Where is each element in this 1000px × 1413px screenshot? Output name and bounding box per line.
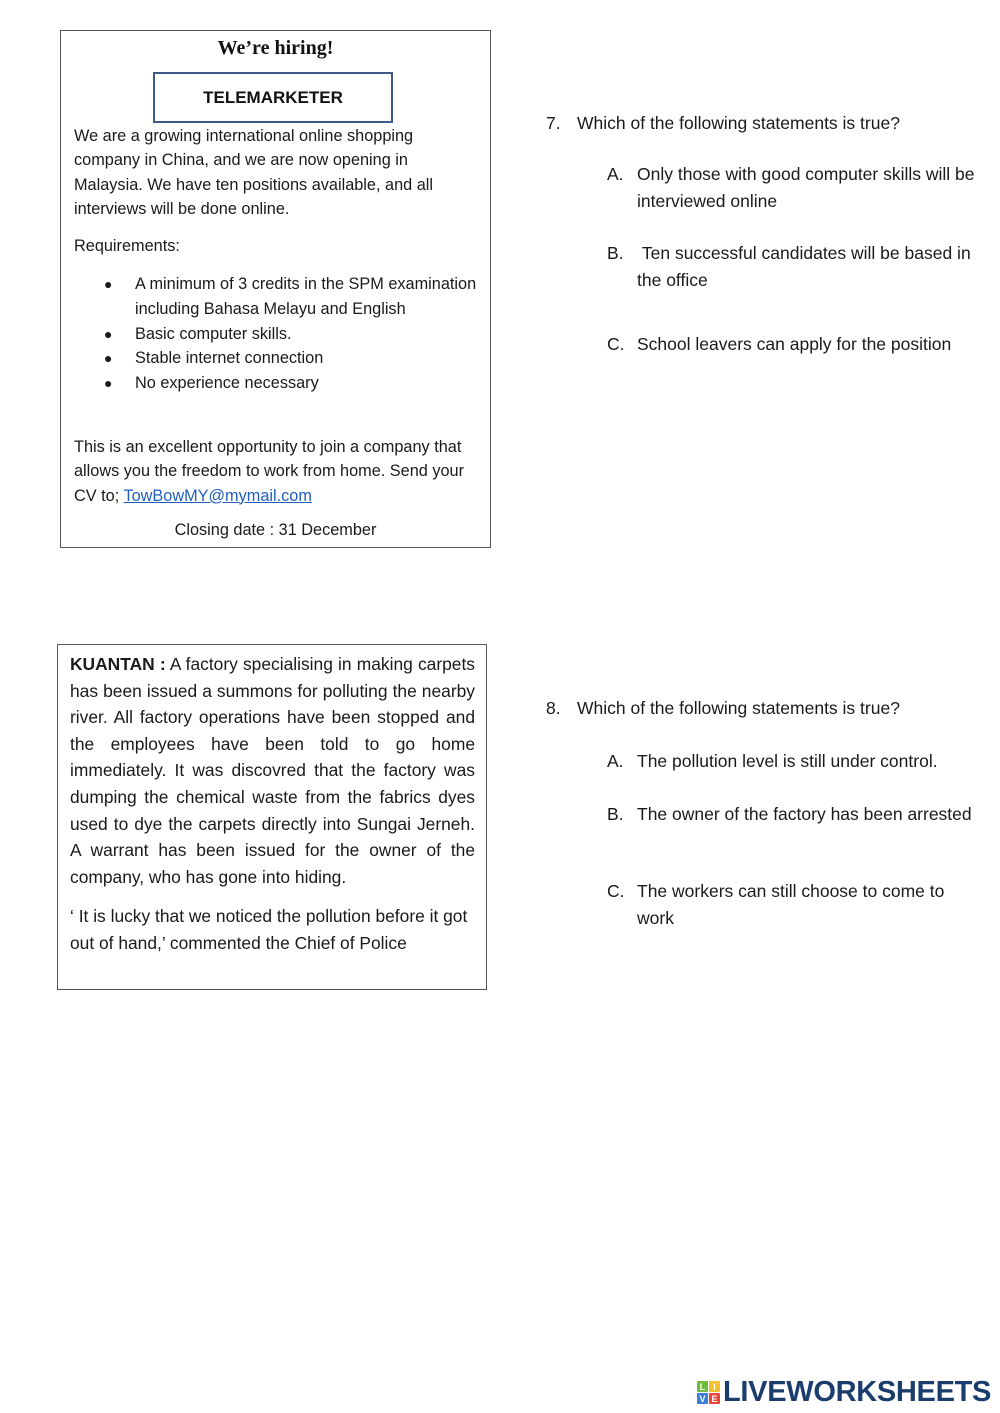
option-letter: B. bbox=[607, 804, 624, 824]
closing-date: Closing date : 31 December bbox=[174, 521, 377, 539]
job-title-box bbox=[153, 72, 393, 123]
option-letter: B. bbox=[607, 243, 624, 263]
news-text: A factory specialising in making carpets has been issued a summons for polluting the nearby river. All factory operations have been stopped and the employees have been told to go home immediately. It was discovred that the factory was dumping the chemical waste from the fabrics dyes used to dye the carpets directly into Sungai Jerneh. A warrant has been issued for the owner of the company, who has gone into hiding. bbox=[70, 654, 475, 887]
option-text: The pollution level is still under control. bbox=[637, 751, 938, 771]
logo-letter-l: L bbox=[697, 1381, 708, 1392]
option-text: Ten successful candidates will be based in the office bbox=[637, 243, 976, 290]
option-letter: C. bbox=[607, 881, 625, 901]
question-text: Which of the following statements is true? bbox=[577, 113, 900, 133]
option-text: The workers can still choose to come to work bbox=[637, 881, 945, 928]
requirement-item: ● Stable internet connection bbox=[74, 346, 479, 371]
question-text: Which of the following statements is true? bbox=[577, 698, 900, 718]
option-c[interactable] bbox=[607, 331, 977, 358]
ad-intro-text: We are a growing international online shopping company in China, and we are now opening in Malaysia. We have ten positions available, and all interviews will be done online. bbox=[74, 127, 433, 218]
logo-icon bbox=[697, 1381, 720, 1404]
option-text: Only those with good computer skills will be interviewed online bbox=[637, 164, 975, 211]
requirements-label: Requirements: bbox=[74, 237, 180, 255]
news-dateline: KUANTAN : bbox=[70, 654, 166, 674]
option-b[interactable] bbox=[607, 240, 977, 294]
option-a[interactable] bbox=[607, 161, 977, 215]
option-letter: A. bbox=[607, 751, 624, 771]
bullet-icon: ● bbox=[104, 375, 113, 392]
requirement-item: ● A minimum of 3 credits in the SPM examination including Bahasa Melayu and English bbox=[74, 272, 479, 322]
bullet-icon: ● bbox=[104, 325, 113, 342]
option-c[interactable] bbox=[607, 878, 977, 932]
question-stem bbox=[546, 110, 976, 136]
logo-letter-e: E bbox=[709, 1393, 720, 1404]
option-text: The owner of the factory has been arrested bbox=[637, 804, 972, 824]
logo-letter-i: I bbox=[709, 1381, 720, 1392]
ad-outro-text bbox=[74, 435, 479, 508]
requirements-list bbox=[74, 272, 479, 396]
news-quote: ‘ It is lucky that we noticed the pollution before it got out of hand,’ commented the Chief of Police bbox=[70, 906, 468, 953]
option-b[interactable] bbox=[607, 801, 977, 828]
question-7 bbox=[546, 110, 976, 354]
job-advertisement-box bbox=[60, 30, 491, 548]
question-number: 8. bbox=[546, 698, 561, 718]
bullet-icon: ● bbox=[104, 350, 113, 367]
news-article-box bbox=[57, 644, 487, 990]
requirement-item: ● No experience necessary bbox=[74, 371, 479, 396]
question-number: 7. bbox=[546, 113, 561, 133]
email-link[interactable]: TowBowMY@mymail.com bbox=[123, 486, 312, 505]
question-stem bbox=[546, 695, 976, 721]
option-letter: C. bbox=[607, 334, 625, 354]
logo-letter-v: V bbox=[697, 1393, 708, 1404]
requirement-item: ● Basic computer skills. bbox=[74, 322, 479, 347]
option-a[interactable] bbox=[607, 748, 977, 775]
option-letter: A. bbox=[607, 164, 624, 184]
option-text: School leavers can apply for the position bbox=[637, 334, 952, 354]
question-8 bbox=[546, 695, 976, 928]
ad-heading: We’re hiring! bbox=[217, 37, 334, 59]
outro-text: This is an excellent opportunity to join a company that allows you the freedom to work from home. Send your CV to; bbox=[74, 438, 465, 505]
news-body bbox=[70, 651, 475, 890]
logo-text: LIVEWORKSHEETS bbox=[723, 1376, 992, 1408]
job-title: TELEMARKETER bbox=[203, 87, 343, 107]
bullet-icon: ● bbox=[104, 276, 113, 292]
liveworksheets-logo bbox=[697, 1378, 991, 1407]
